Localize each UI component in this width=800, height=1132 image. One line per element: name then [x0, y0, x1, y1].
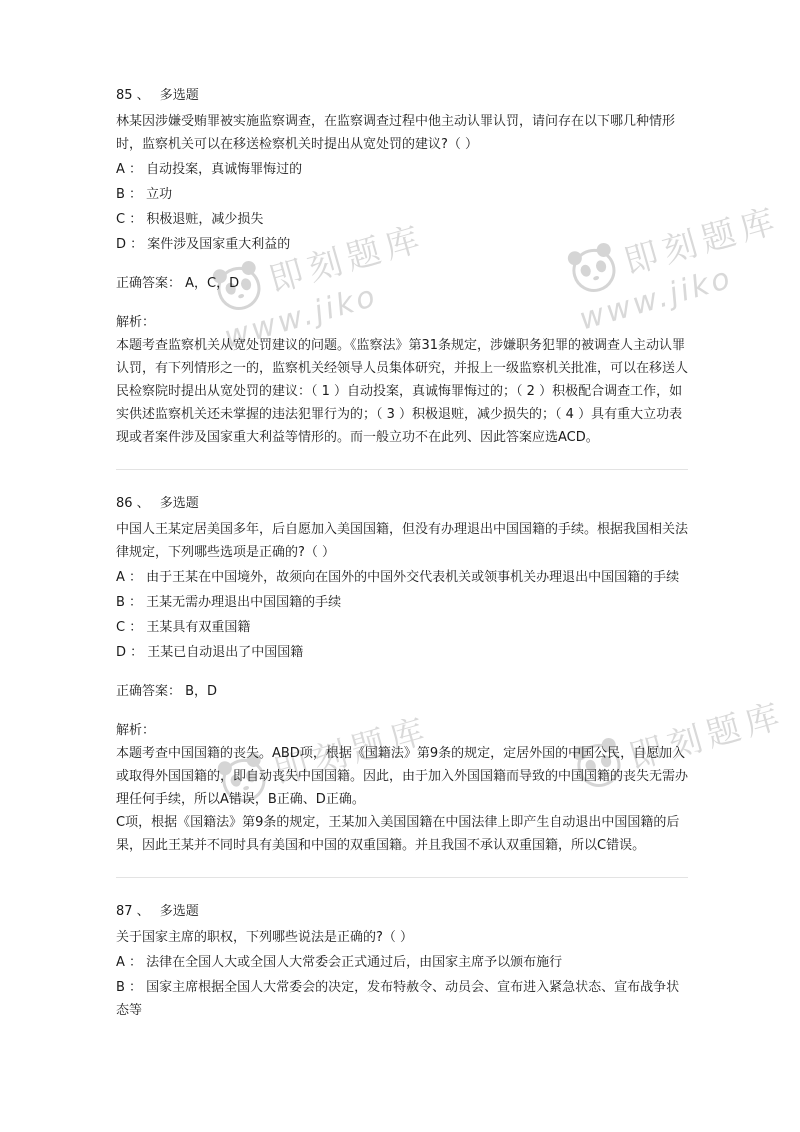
question-type: 多选题	[159, 496, 199, 511]
analysis-text	[116, 334, 688, 449]
option-a: A ： 法律在全国人大或全国人大常委会正式通过后，由国家主席予以颁布施行	[116, 955, 563, 970]
question-header	[116, 494, 688, 514]
watermark-url: www.jiko	[575, 260, 737, 338]
analysis-paragraph: C项，根据《国籍法》第9条的规定，王某加入美国国籍在中国法律上即产生自动退出中国国籍的后果，因此王某并不同时具有美国和中国的双重国籍。并且我国不承认双重国籍，所以C错误。	[116, 815, 680, 853]
question-number: 86 、	[116, 496, 150, 511]
question-number: 87 、	[116, 904, 150, 919]
divider	[116, 877, 688, 878]
question-86	[116, 494, 688, 857]
watermark-brand: 即刻题库	[264, 217, 430, 301]
question-header	[116, 902, 688, 922]
correct-answer: 正确答案： A，C，D	[116, 276, 240, 291]
option-d: D ： 案件涉及国家重大利益的	[116, 237, 291, 252]
question-text: 中国人王某定居美国多年，后自愿加入美国国籍，但没有办理退出中国国籍的手续。根据我国相关法律规定，下列哪些选项是正确的?（ ）	[116, 522, 689, 560]
analysis-paragraph: 本题考查中国国籍的丧失。ABD项，根据《国籍法》第9条的规定，定居外国的中国公民，自愿加入或取得外国国籍的，即自动丧失中国国籍。因此，由于加入外国国籍而导致的中国国籍的丧失无需办理任何手续，所以A错误，B正确、D正确。	[116, 746, 689, 807]
question-85	[116, 86, 688, 449]
watermark-brand: 即刻题库	[624, 694, 790, 778]
analysis-label: 解析：	[116, 315, 156, 330]
question-type: 多选题	[159, 88, 199, 103]
question-text: 林某因涉嫌受贿罪被实施监察调查，在监察调查过程中他主动认罪认罚，请问存在以下哪几种情形时，监察机关可以在移送检察机关时提出从宽处罚的建议?（ ）	[116, 114, 676, 152]
analysis-text	[116, 742, 688, 857]
correct-answer: 正确答案： B，D	[116, 684, 218, 699]
option-d: D ： 王某已自动退出了中国国籍	[116, 645, 304, 660]
option-c: C ： 积极退赃，减少损失	[116, 212, 264, 227]
option-a: A ： 由于王某在中国境外，故须向在国外的中国外交代表机关或领事机关办理退出中国国籍的手续	[116, 570, 680, 585]
option-b: B ： 立功	[116, 187, 173, 202]
watermark-url: www.jiko	[220, 278, 382, 356]
option-b: B ： 国家主席根据全国人大常委会的决定，发布特赦令、动员会、宣布进入紧急状态、宣布战争状态等	[116, 980, 680, 1018]
question-header	[116, 86, 688, 106]
question-number: 85 、	[116, 88, 150, 103]
option-a: A ： 自动投案，真诚悔罪悔过的	[116, 162, 303, 177]
question-text: 关于国家主席的职权，下列哪些说法是正确的?（ ）	[116, 930, 414, 945]
option-b: B ： 王某无需办理退出中国国籍的手续	[116, 595, 342, 610]
exam-page	[116, 86, 688, 1022]
question-type: 多选题	[159, 904, 199, 919]
watermark-brand: 即刻题库	[619, 199, 785, 283]
option-c: C ： 王某具有双重国籍	[116, 620, 251, 635]
analysis-paragraph: 本题考查监察机关从宽处罚建议的问题。《监察法》第31条规定，涉嫌职务犯罪的被调查人主动认罪认罚，有下列情形之一的，监察机关经领导人员集体研究，并报上一级监察机关批准，可以在移送人民检察院时提出从宽处罚的建议：（ 1 ）自动投案，真诚悔罪悔过的；（ 2 ）积极配合调查工作，如实供述监察机关还未掌握的违法犯罪行为的；（ 3 ）积极退赃，减少损失的；（ 4 ）具有重大立功表现或者案件涉及国家重大利益等情形的。而一般立功不在此列、因此答案应选ACD。	[116, 338, 689, 445]
divider	[116, 469, 688, 470]
question-87	[116, 902, 688, 1022]
watermark-brand: 即刻题库	[269, 709, 435, 793]
analysis-label: 解析：	[116, 723, 156, 738]
